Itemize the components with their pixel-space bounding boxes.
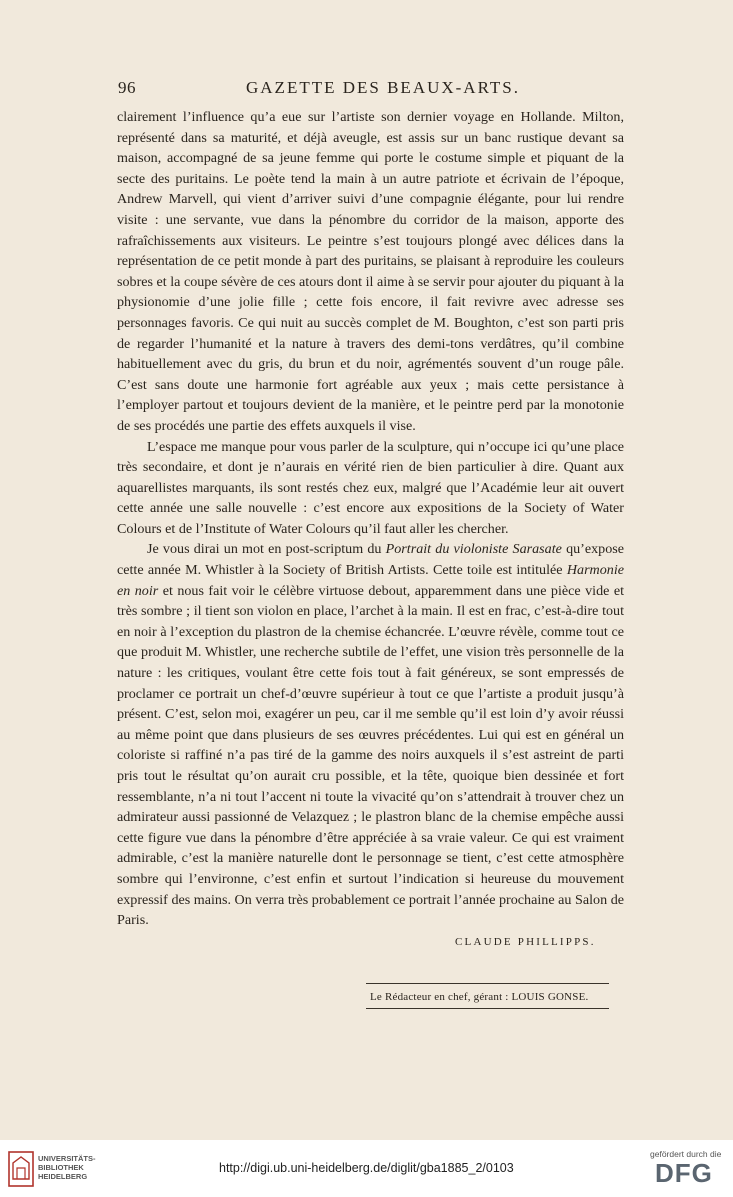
running-title: GAZETTE DES BEAUX-ARTS.: [246, 78, 520, 97]
library-name-line: BIBLIOTHEK: [38, 1163, 84, 1172]
italic-title: Harmonie en noir: [117, 562, 624, 599]
source-url-link[interactable]: http://digi.ub.uni-heidelberg.de/diglit/gba1885_2/0103: [219, 1161, 514, 1175]
paragraph: [117, 437, 624, 540]
paragraph-text: et nous fait voir le célèbre virtuose debout, apparemment dans une pièce vide et très sombre ; il tient son violon en place, l’archet à la main. Il est en frac, c’est-à-dire tout en noir à l’exception du plastron de la chemise échancrée. L’œuvre révèle, comme tout ce que produit M. Whistler, une recherche subtile de l’effet, une vision très personnelle de la nature : les critiques, voulant être cette fois tout à fait généreux, se sont empressés de proclamer ce portrait un chef-d’œuvre supérieur à tout ce que l’artiste a produit jusqu’à présent. C’est, selon moi, exagérer un peu, car il me semble qu’il est loin d’y avoir réussi au même point que dans plusieurs de ses œuvres précédentes. Lui qui est en général un coloriste si raffiné n’a pas tiré de la gamme des noirs auxquels il s’est astreint de parti pris tout le résultat qu’on aurait cru possible, et la tête, quoique bien dessinée et fort ressemblante, n’a ni tout l’accent ni toute la vivacité qu’on s’attendrait à trouver chez un admirateur aussi passionné de Velazquez ; le plastron blanc de la chemise empêche aussi cette figure vue dans la pénombre d’être appréciée à sa vraie valeur. Ce qui est vraiment admirable, c’est la manière naturelle dont le personnage se tient, c’est cette atmosphère sombre qui l’environne, c’est enfin et surtout l’indication si heureuse du mouvement expressif des mains. On verra très probablement ce portrait l’année prochaine au Salon de Paris.: [117, 582, 624, 929]
paragraph-text: Je vous dirai un mot en post-scriptum du: [147, 541, 386, 558]
paragraph: [117, 539, 624, 930]
library-name-line: HEIDELBERG: [38, 1172, 88, 1181]
article-body: [117, 107, 624, 931]
paragraph-text: clairement l’influence qu’a eue sur l’artiste son dernier voyage en Hollande. Milton, représenté dans sa maturité, et déjà aveugle, est assis sur un banc rustique devant sa maison, accompagné de sa jeune femme qui porte le costume simple et piquant de la secte des puritains. Le poète tend la main à un autre patriote et écrivain de l’époque, Andrew Marvell, qui vient d’arriver suivi d’une compagnie élégante, pour lui rendre visite : une servante, vue dans la pénombre du corridor de la maison, apporte des rafraîchissements aux visiteurs. Le peintre s’est toujours plongé avec délices dans la représentation de ce petit monde à part des puritains, se plaisant à reproduire les couleurs sobres et la coupe sévère de ces atours dont il aime à se servir pour ajouter du piquant à la physionomie d’une jolie fille ; cette fois encore, il fait revivre avec adresse ses personnages favoris. Ce qui nuit au succès complet de M. Boughton, c’est son parti pris de regarder l’humanité et la nature à travers des demi-tons verdâtres, qu’il combine habituellement avec du gris, du brun et du noir, agrémentés souvent d’un rouge pâle. C’est sans doute une harmonie fort agréable aux yeux ; mais cette persistance à l’employer partout et toujours devient de la manière, et le peintre perd par la monotonie de ses procédés une partie des effets auxquels il vise.: [117, 109, 624, 434]
italic-title: Portrait du violoniste Sarasate: [385, 541, 562, 558]
page-number: 96: [118, 78, 136, 97]
library-name-line: UNIVERSITÄTS-: [38, 1154, 96, 1163]
separator-rule: [366, 983, 609, 984]
paragraph: [117, 107, 624, 437]
author-signature: CLAUDE PHILLIPPS.: [455, 936, 596, 948]
editor-credit-underline: [366, 1008, 609, 1009]
digitization-footer: [0, 1140, 733, 1197]
library-name: [38, 1154, 96, 1181]
paragraph-text: qu’expose cette année M. Whistler à la Society of British Artists. Cette toile est intitulée: [117, 541, 624, 579]
library-shield-icon: [8, 1151, 34, 1187]
page-header: [118, 78, 624, 102]
library-logo[interactable]: [8, 1151, 118, 1187]
editor-credit: Le Rédacteur en chef, gérant : LOUIS GONSE.: [370, 991, 589, 1003]
paragraph-text: L’espace me manque pour vous parler de la sculpture, qui n’occupe ici qu’une place très secondaire, et dont je n’aurais en vérité rien de bien particulier à dire. Quant aux aquarellistes marquants, ils sont restés chez eux, malgré que l’Académie leur ait ouvert cette année une salle nouvelle : c’est encore aux expositions de la Society of Water Colours et de l’Institute of Water Colours qu’il faut aller les chercher.: [117, 438, 624, 537]
dfg-logo[interactable]: DFG: [655, 1158, 713, 1188]
sponsor-block: [650, 1149, 730, 1187]
sponsor-caption: gefördert durch die: [650, 1149, 722, 1159]
